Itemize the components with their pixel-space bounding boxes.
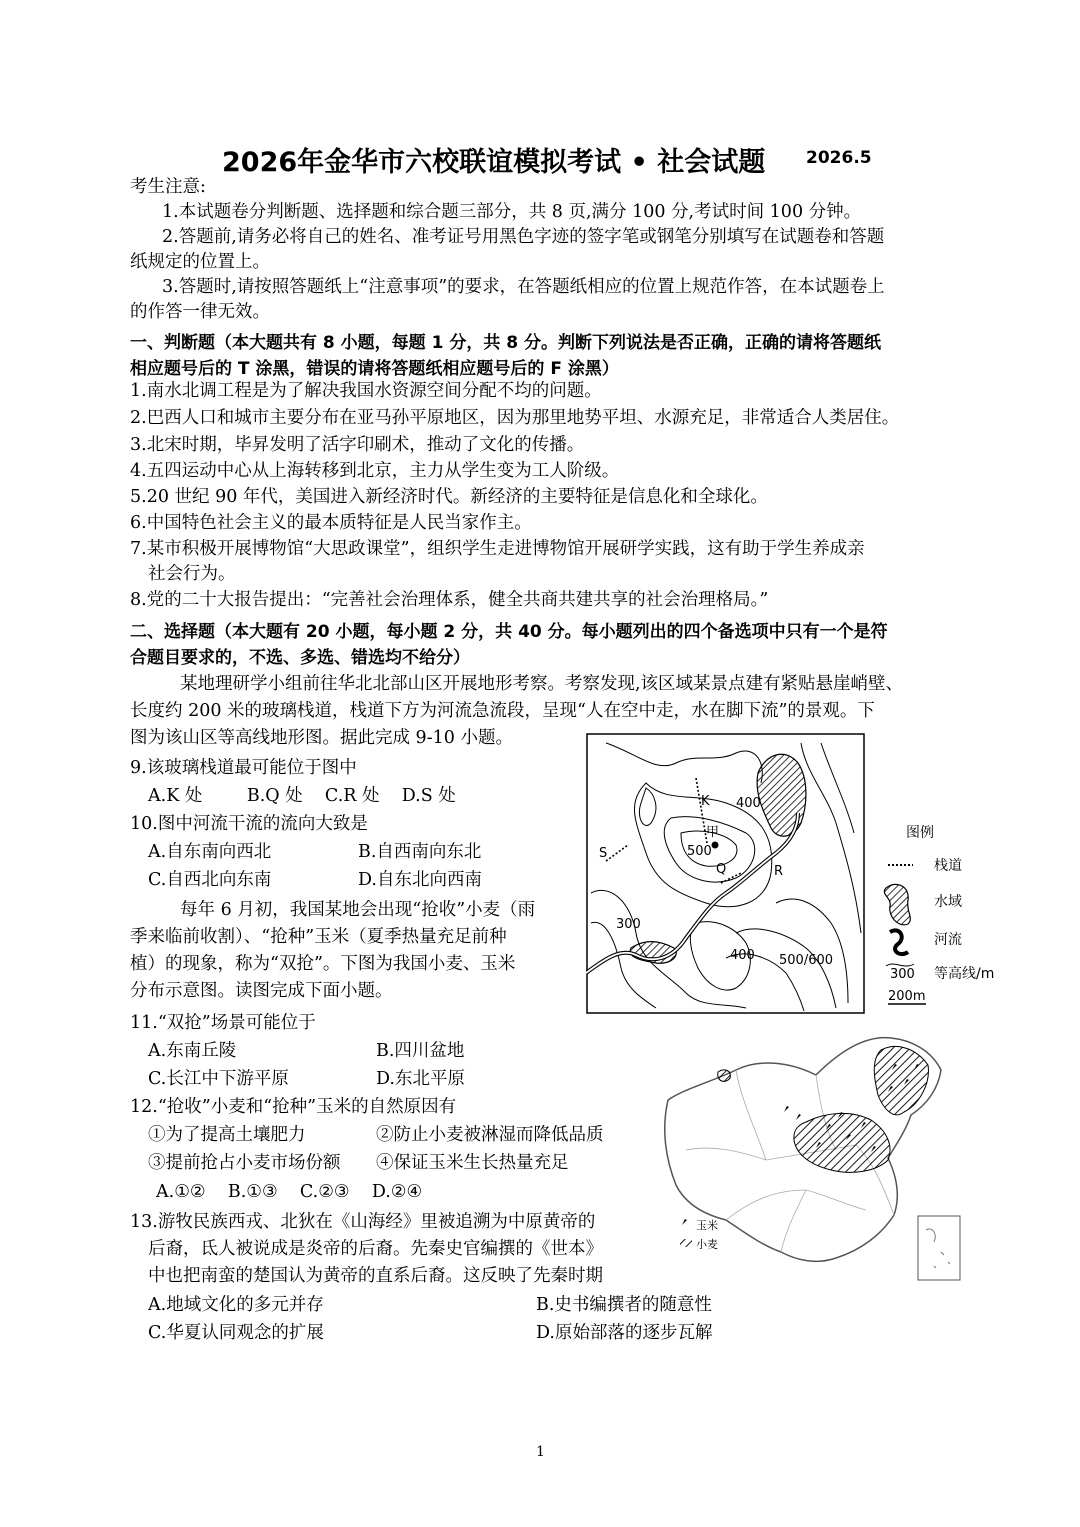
question-10-option-b: B.自西南向东北 (358, 842, 482, 862)
label-elev-500-600: 500/600 (779, 953, 834, 968)
question-13a: 13.游牧民族西戎、北狄在《山海经》里被追溯为中原黄帝的 (130, 1212, 596, 1232)
page-number: 1 (536, 1444, 545, 1460)
question-11-option-d: D.东北平原 (376, 1069, 465, 1089)
question-10-option-c: C.自西北向东南 (148, 870, 272, 890)
china-crop-map-figure (656, 1030, 968, 1288)
legend-scale-label: 200m (888, 989, 926, 1004)
question-11-option-c: C.长江中下游平原 (148, 1069, 289, 1089)
question-7b: 社会行为。 (148, 564, 236, 584)
question-12-statement-4: ④保证玉米生长热量充足 (376, 1153, 569, 1173)
notice-line-3a: 3.答题时,请按照答题纸上“注意事项”的要求，在答题纸相应的位置上规范作答，在本试题卷上 (162, 277, 885, 297)
question-3: 3.北宋时期，毕昇发明了活字印刷术，推动了文化的传播。 (130, 435, 585, 455)
legend-contour: 等高线/m (934, 966, 995, 982)
section2-heading-2: 合题目要求的，不选、多选、错选均不给分） (130, 648, 470, 668)
legend-contour-number: 300 (890, 967, 915, 982)
intro-11-12-line-1: 每年 6 月初，我国某地会出现“抢收”小麦（雨 (180, 900, 536, 920)
legend-wheat: 小麦 (696, 1238, 718, 1251)
question-13c: 中也把南蛮的楚国认为黄帝的直系后裔。这反映了先秦时期 (148, 1266, 603, 1286)
label-elev-300: 300 (616, 917, 641, 932)
legend-contour-symbol (886, 964, 914, 966)
question-13-option-c: C.华夏认同观念的扩展 (148, 1323, 324, 1343)
question-13-option-b: B.史书编撰者的随意性 (536, 1295, 712, 1315)
contour-map-figure (586, 733, 866, 1015)
question-10-option-a: A.自东南向西北 (148, 842, 272, 862)
notice-heading: 考生注意: (130, 177, 206, 197)
question-11: 11.“双抢”场景可能位于 (130, 1013, 316, 1033)
legend-plank-road: 栈道 (934, 858, 962, 874)
section2-heading-1: 二、选择题（本大题有 20 小题，每小题 2 分，共 40 分。每小题列出的四个备选项中只有一个是符 (130, 622, 888, 642)
question-5: 5.20 世纪 90 年代，美国进入新经济时代。新经济的主要特征是信息化和全球化。 (130, 487, 768, 507)
question-12-statement-3: ③提前抢占小麦市场份额 (148, 1153, 341, 1173)
question-2: 2.巴西人口和城市主要分布在亚马孙平原地区，因为那里地势平坦、水源充足，非常适合人类居住。 (130, 408, 900, 428)
legend-title: 图例 (906, 825, 934, 841)
legend-corn: 玉米 (696, 1219, 718, 1232)
label-s: S (599, 846, 608, 861)
contour-map-legend (878, 820, 1008, 1010)
section1-heading-1: 一、判断题（本大题共有 8 小题，每题 1 分，共 8 分。判断下列说法是否正确，正确的请将答题纸 (130, 333, 881, 353)
question-10-option-d: D.自东北向西南 (358, 870, 482, 890)
peak-point-jia (712, 842, 719, 849)
question-1: 1.南水北调工程是为了解决我国水资源空间分配不均的问题。 (130, 381, 602, 401)
label-elev-500: 500 (687, 844, 712, 859)
exam-date: 2026.5 (806, 148, 872, 168)
legend-river-symbol (890, 930, 908, 954)
question-12-statement-1: ①为了提高土壤肥力 (148, 1125, 306, 1145)
question-11-option-a: A.东南丘陵 (148, 1041, 237, 1061)
question-7a: 7.某市积极开展博物馆“大思政课堂”，组织学生走进博物馆开展研学实践，这有助于学生养成亲 (130, 539, 865, 559)
question-10: 10.图中河流干流的流向大致是 (130, 814, 368, 834)
legend-corn-symbol (682, 1219, 687, 1225)
question-13-option-d: D.原始部落的逐步瓦解 (536, 1323, 713, 1343)
question-6: 6.中国特色社会主义的最本质特征是人民当家作主。 (130, 513, 532, 533)
question-8: 8.党的二十大报告提出：“完善社会治理体系，健全共商共建共享的社会治理格局。” (130, 590, 769, 610)
label-q: Q (716, 862, 727, 877)
intro-9-10-line-2: 长度约 200 米的玻璃栈道，栈道下方为河流急流段，呈现“人在空中走，水在脚下流”的景观。下 (130, 701, 875, 721)
question-9: 9.该玻璃栈道最可能位于图中 (130, 758, 357, 778)
south-china-sea-inset (918, 1216, 960, 1280)
notice-line-3b: 的作答一律无效。 (130, 302, 270, 322)
wheat-region-northwest (718, 1070, 731, 1081)
label-jia: 甲 (706, 825, 720, 840)
label-elev-400: 400 (736, 796, 761, 811)
label-r: R (774, 864, 784, 879)
notice-line-2a: 2.答题前,请务必将自己的姓名、准考证号用黑色字迹的签字笔或钢笔分别填写在试题卷和答题 (162, 227, 885, 247)
question-12-options: A.①② B.①③ C.②③ D.②④ (156, 1182, 423, 1202)
section1-heading-2: 相应题号后的 T 涂黑，错误的请将答题纸相应题号后的 F 涂黑） (130, 359, 619, 379)
question-12-statement-2: ②防止小麦被淋湿而降低品质 (376, 1125, 604, 1145)
intro-11-12-line-2: 季来临前收割）、“抢种”玉米（夏季热量充足前种 (130, 927, 507, 947)
label-k: K (701, 794, 710, 809)
legend-water: 水域 (934, 894, 962, 910)
question-9-options: A.K 处 B.Q 处 C.R 处 D.S 处 (148, 786, 456, 806)
page-title: 2026年金华市六校联谊模拟考试 • 社会试题 (222, 147, 766, 178)
legend-river: 河流 (934, 932, 962, 948)
legend-water-symbol (884, 884, 910, 924)
question-13-option-a: A.地域文化的多元并存 (148, 1295, 324, 1315)
question-11-option-b: B.四川盆地 (376, 1041, 465, 1061)
intro-9-10-line-1: 某地理研学小组前往华北北部山区开展地形考察。考察发现,该区域某景点建有紧贴悬崖峭壁、 (180, 674, 904, 694)
intro-9-10-line-3: 图为该山区等高线地形图。据此完成 9-10 小题。 (130, 728, 513, 748)
question-4: 4.五四运动中心从上海转移到北京，主力从学生变为工人阶级。 (130, 461, 620, 481)
notice-line-1: 1.本试题卷分判断题、选择题和综合题三部分，共 8 页,满分 100 分,考试时间 100 分钟。 (162, 202, 862, 222)
label-elev-400b: 400 (730, 948, 755, 963)
question-12: 12.“抢收”小麦和“抢种”玉米的自然原因有 (130, 1097, 457, 1117)
notice-line-2b: 纸规定的位置上。 (130, 252, 270, 272)
intro-11-12-line-3: 植）的现象，称为“双抢”。下图为我国小麦、玉米 (130, 954, 516, 974)
legend-wheat-symbol (680, 1239, 692, 1247)
question-13b: 后裔，氐人被说成是炎帝的后裔。先秦史官编撰的《世本》 (148, 1239, 603, 1259)
intro-11-12-line-4: 分布示意图。读图完成下面小题。 (130, 981, 393, 1001)
